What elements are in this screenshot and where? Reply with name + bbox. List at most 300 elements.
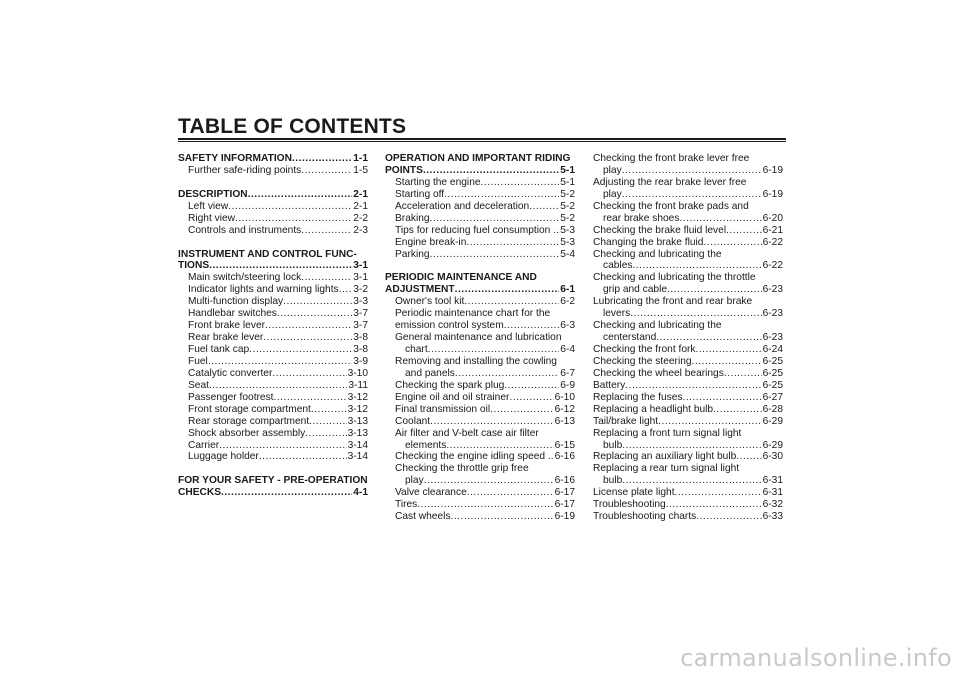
toc-entry-title: Tires xyxy=(395,499,418,511)
toc-dot-leader xyxy=(208,356,352,368)
toc-entry[interactable] xyxy=(178,440,368,452)
toc-page-number: 6-3 xyxy=(560,320,575,332)
toc-entry[interactable] xyxy=(593,308,783,320)
toc-entry-title: Controls and instruments xyxy=(188,224,302,236)
toc-entry-title: Catalytic converter xyxy=(188,367,273,379)
toc-entry-title: Shock absorber assembly xyxy=(188,427,306,439)
toc-page-number: 3-8 xyxy=(353,344,368,355)
toc-entry-title: elements xyxy=(405,439,447,451)
toc-entry[interactable] xyxy=(385,487,575,499)
toc-dot-leader xyxy=(249,344,352,356)
toc-dot-leader xyxy=(464,296,559,308)
toc-entry-title: bulb xyxy=(603,439,623,451)
title-underline xyxy=(178,138,786,142)
toc-page-number: 6-30 xyxy=(762,451,783,463)
toc-dot-leader xyxy=(221,487,352,499)
toc-page-number: 6-2 xyxy=(560,296,575,308)
toc-entry[interactable] xyxy=(385,308,575,320)
toc-entry-title: Checking and lubricating the xyxy=(593,320,722,332)
toc-dot-leader xyxy=(301,165,352,177)
toc-entry-title: Final transmission oil xyxy=(395,403,491,415)
toc-entry[interactable] xyxy=(593,213,783,225)
toc-page-number: 6-32 xyxy=(762,499,783,511)
toc-page-number: 4-1 xyxy=(353,487,368,499)
toc-entry-title: Checking the wheel bearings xyxy=(593,367,724,379)
toc-column-3 xyxy=(593,153,783,523)
toc-page-number: 6-29 xyxy=(762,415,783,427)
toc-dot-leader xyxy=(726,225,762,237)
toc-dot-leader xyxy=(625,380,761,392)
toc-dot-leader xyxy=(509,392,553,404)
toc-entry[interactable] xyxy=(593,511,783,523)
toc-page-number: 6-23 xyxy=(762,284,783,296)
toc-page-number: 5-4 xyxy=(560,248,575,260)
toc-dot-leader xyxy=(666,499,762,511)
toc-entry-title: TIONS xyxy=(178,260,210,272)
toc-entry[interactable] xyxy=(178,451,368,463)
toc-page-number: 3-14 xyxy=(347,451,368,463)
toc-dot-leader xyxy=(423,165,559,177)
toc-entry[interactable] xyxy=(178,416,368,428)
toc-page-number: 3-10 xyxy=(347,367,368,379)
toc-entry[interactable] xyxy=(385,368,575,380)
toc-chapter-entry[interactable] xyxy=(178,189,368,201)
toc-entry[interactable] xyxy=(593,344,783,356)
toc-entry-title: Troubleshooting charts xyxy=(593,511,697,523)
toc-dot-leader xyxy=(209,380,347,392)
toc-dot-leader xyxy=(675,487,762,499)
toc-dot-leader xyxy=(430,213,560,225)
toc-page-number: 3-3 xyxy=(353,296,368,308)
toc-entry-title: Checking the throttle grip free xyxy=(395,463,529,475)
toc-entry-title: Braking xyxy=(395,212,430,224)
toc-dot-leader xyxy=(692,356,762,368)
toc-entry-title: Tail/brake light xyxy=(593,415,659,427)
toc-dot-leader xyxy=(724,368,762,380)
toc-entry-title: OPERATION AND IMPORTANT RIDING xyxy=(385,153,571,164)
toc-dot-leader xyxy=(219,440,346,452)
toc-chapter-entry[interactable] xyxy=(385,165,575,177)
toc-entry-title: General maintenance and lubrication xyxy=(395,332,562,344)
toc-entry-title: Checking and lubricating the xyxy=(593,248,722,260)
section-gap xyxy=(178,463,368,475)
toc-entry-title: SAFETY INFORMATION xyxy=(178,153,292,164)
toc-entry[interactable] xyxy=(593,320,783,332)
toc-entry[interactable] xyxy=(593,284,783,296)
toc-dot-leader xyxy=(504,380,559,392)
toc-dot-leader xyxy=(292,153,352,165)
toc-entry[interactable] xyxy=(593,296,783,308)
toc-entry[interactable] xyxy=(385,356,575,368)
toc-entry-title: Checking the steering xyxy=(593,355,692,367)
section-gap xyxy=(385,260,575,272)
toc-page-number: 3-14 xyxy=(347,439,368,451)
toc-entry[interactable] xyxy=(385,475,575,487)
toc-entry[interactable] xyxy=(593,487,783,499)
toc-entry[interactable] xyxy=(178,308,368,320)
toc-chapter-entry[interactable] xyxy=(385,284,575,296)
toc-dot-leader xyxy=(430,416,553,428)
toc-dot-leader xyxy=(679,213,761,225)
toc-page-number: 6-23 xyxy=(762,332,783,344)
toc-entry-title: Checking and lubricating the throttle xyxy=(593,272,756,284)
toc-entry-title: Indicator lights and warning lights xyxy=(188,284,339,296)
toc-entry-title: Luggage holder xyxy=(188,451,259,463)
toc-page-number: 5-3 xyxy=(560,236,575,248)
toc-dot-leader xyxy=(277,308,352,320)
toc-page-number: 6-10 xyxy=(554,391,575,403)
toc-entry[interactable] xyxy=(178,368,368,380)
toc-entry-title: DESCRIPTION xyxy=(178,188,248,200)
toc-entry[interactable] xyxy=(178,320,368,332)
toc-entry-title: Left view xyxy=(188,200,229,212)
toc-entry-title: Passenger footrest xyxy=(188,391,274,403)
toc-entry[interactable] xyxy=(593,368,783,380)
toc-entry-title: play xyxy=(603,188,622,200)
toc-dot-leader xyxy=(311,404,347,416)
toc-entry[interactable] xyxy=(385,463,575,475)
toc-page-number: 5-2 xyxy=(560,212,575,224)
section-gap xyxy=(178,177,368,189)
toc-dot-leader xyxy=(622,475,761,487)
title-rule-thin xyxy=(178,141,786,142)
toc-entry[interactable] xyxy=(593,356,783,368)
toc-entry[interactable] xyxy=(385,440,575,452)
toc-entry-title: ADJUSTMENT xyxy=(385,284,455,296)
toc-entry[interactable] xyxy=(178,380,368,392)
toc-entry-title: CHECKS xyxy=(178,487,222,499)
toc-entry[interactable] xyxy=(178,296,368,308)
toc-page-number: 6-25 xyxy=(762,367,783,379)
toc-entry[interactable] xyxy=(178,332,368,344)
toc-entry[interactable] xyxy=(178,213,368,225)
toc-entry[interactable] xyxy=(385,320,575,332)
toc-entry[interactable] xyxy=(593,428,783,440)
toc-entry-title: Replacing a rear turn signal light xyxy=(593,463,740,475)
toc-chapter-entry[interactable] xyxy=(385,272,575,284)
toc-entry-title: Fuel tank cap xyxy=(188,344,250,355)
toc-entry-title: Checking the front fork xyxy=(593,344,696,355)
toc-dot-leader xyxy=(235,213,352,225)
toc-page-number: 6-31 xyxy=(762,487,783,499)
toc-dot-leader xyxy=(656,332,761,344)
toc-page-number: 6-22 xyxy=(762,236,783,248)
toc-entry-title: Engine break-in xyxy=(395,236,467,248)
toc-page-number: 2-2 xyxy=(353,212,368,224)
toc-chapter-entry[interactable] xyxy=(178,153,368,165)
toc-entry-title: Rear brake lever xyxy=(188,332,264,344)
toc-dot-leader xyxy=(696,344,762,356)
toc-page-number: 6-27 xyxy=(762,391,783,403)
toc-page-number: 6-20 xyxy=(762,212,783,224)
toc-entry[interactable] xyxy=(385,296,575,308)
toc-page-number: 6-9 xyxy=(560,379,575,391)
toc-page-number: 5-2 xyxy=(560,188,575,200)
toc-chapter-entry[interactable] xyxy=(178,249,368,261)
toc-page-number: 6-28 xyxy=(762,403,783,415)
toc-page-number: 3-7 xyxy=(353,320,368,332)
toc-entry-title: play xyxy=(603,164,622,176)
toc-entry[interactable] xyxy=(593,249,783,261)
toc-entry[interactable] xyxy=(593,416,783,428)
toc-page-number: 2-1 xyxy=(353,188,368,200)
toc-entry[interactable] xyxy=(593,237,783,249)
toc-entry-title: Lubricating the front and rear brake xyxy=(593,296,753,308)
toc-entry[interactable] xyxy=(385,416,575,428)
toc-entry[interactable] xyxy=(593,440,783,452)
toc-dot-leader xyxy=(682,392,761,404)
toc-chapter-entry[interactable] xyxy=(178,475,368,487)
toc-page-number: 1-1 xyxy=(353,153,368,164)
toc-entry[interactable] xyxy=(593,332,783,344)
toc-entry-title: Replacing an auxiliary light bulb xyxy=(593,451,737,463)
toc-dot-leader xyxy=(301,272,352,284)
toc-page-number: 6-22 xyxy=(762,260,783,272)
toc-page-number: 6-15 xyxy=(554,439,575,451)
toc-entry[interactable] xyxy=(593,153,783,165)
toc-page-number: 3-2 xyxy=(353,284,368,296)
toc-entry-title: Checking the brake fluid level xyxy=(593,224,727,236)
toc-page-number: 6-16 xyxy=(554,475,575,487)
toc-column-1 xyxy=(178,153,368,499)
toc-entry[interactable] xyxy=(385,499,575,511)
toc-entry-title: emission control system xyxy=(395,320,504,332)
toc-dot-leader xyxy=(430,249,560,261)
toc-chapter-entry[interactable] xyxy=(178,260,368,272)
toc-entry-title: Checking the front brake lever free xyxy=(593,153,750,164)
toc-page-number: 6-16 xyxy=(554,451,575,463)
toc-entry-title: FOR YOUR SAFETY - PRE-OPERATION xyxy=(178,475,368,487)
toc-entry[interactable] xyxy=(593,201,783,213)
toc-entry[interactable] xyxy=(593,404,783,416)
toc-page-number: 3-12 xyxy=(347,391,368,403)
toc-page-number: 6-19 xyxy=(762,188,783,200)
toc-entry[interactable] xyxy=(593,260,783,272)
toc-entry-title: grip and cable xyxy=(603,284,668,296)
section-gap xyxy=(178,237,368,249)
toc-page-number: 6-23 xyxy=(762,308,783,320)
toc-entry[interactable] xyxy=(385,404,575,416)
toc-dot-leader xyxy=(455,284,560,296)
toc-dot-leader xyxy=(309,416,346,428)
toc-entry[interactable] xyxy=(385,428,575,440)
toc-entry[interactable] xyxy=(385,213,575,225)
toc-dot-leader xyxy=(428,344,560,356)
toc-entry[interactable] xyxy=(385,344,575,356)
toc-entry-title: Further safe-riding points xyxy=(188,164,302,176)
toc-chapter-entry[interactable] xyxy=(178,487,368,499)
toc-page-number: 3-13 xyxy=(347,415,368,427)
toc-entry[interactable] xyxy=(385,201,575,213)
toc-dot-leader xyxy=(272,368,346,380)
toc-entry[interactable] xyxy=(385,249,575,261)
toc-page-number: 6-25 xyxy=(762,355,783,367)
toc-entry-title: Acceleration and deceleration xyxy=(395,200,530,212)
toc-page-number: 5-1 xyxy=(560,176,575,188)
toc-entry-title: INSTRUMENT AND CONTROL FUNC- xyxy=(178,248,357,260)
toc-dot-leader xyxy=(622,440,761,452)
watermark: carmanualsonline.info xyxy=(680,644,952,672)
toc-entry-title: bulb xyxy=(603,475,623,487)
toc-entry-title: Air filter and V-belt case air filter xyxy=(395,427,539,439)
toc-dot-leader xyxy=(265,320,352,332)
toc-dot-leader xyxy=(305,428,346,440)
toc-dot-leader xyxy=(283,296,352,308)
toc-entry[interactable] xyxy=(593,272,783,284)
toc-entry[interactable] xyxy=(385,380,575,392)
toc-dot-leader xyxy=(622,189,762,201)
toc-column-2 xyxy=(385,153,575,523)
toc-entry-title: Coolant xyxy=(395,415,431,427)
page-title: TABLE OF CONTENTS xyxy=(178,115,407,138)
toc-dot-leader xyxy=(209,260,352,272)
toc-entry-title: Rear storage compartment xyxy=(188,415,310,427)
toc-entry[interactable] xyxy=(385,332,575,344)
toc-page-number: 5-2 xyxy=(560,200,575,212)
toc-entry[interactable] xyxy=(593,499,783,511)
toc-page-number: 3-12 xyxy=(347,403,368,415)
toc-entry[interactable] xyxy=(593,475,783,487)
toc-dot-leader xyxy=(467,487,554,499)
toc-entry-title: chart xyxy=(405,344,428,355)
toc-dot-leader xyxy=(504,320,560,332)
toc-entry-title: rear brake shoes xyxy=(603,212,680,224)
toc-dot-leader xyxy=(424,475,554,487)
toc-entry[interactable] xyxy=(178,201,368,213)
toc-entry-title: Main switch/steering lock xyxy=(188,272,302,284)
toc-entry-title: Front brake lever xyxy=(188,320,266,332)
toc-entry-title: Multi-function display xyxy=(188,296,284,308)
toc-page-number: 3-7 xyxy=(353,308,368,320)
toc-entry-title: Checking the spark plug xyxy=(395,379,505,391)
toc-page-number: 6-1 xyxy=(560,284,575,296)
toc-dot-leader xyxy=(417,499,553,511)
toc-dot-leader xyxy=(703,237,761,249)
toc-page-number: 2-1 xyxy=(353,200,368,212)
toc-entry-title: and panels xyxy=(405,367,455,379)
toc-page-number: 5-1 xyxy=(560,164,575,176)
toc-entry-title: Owner's tool kit xyxy=(395,296,465,308)
toc-entry[interactable] xyxy=(385,177,575,189)
toc-entry-title: Adjusting the rear brake lever free xyxy=(593,176,747,188)
toc-dot-leader xyxy=(632,260,761,272)
toc-dot-leader xyxy=(622,165,762,177)
toc-entry[interactable] xyxy=(593,189,783,201)
toc-dot-leader xyxy=(529,201,559,213)
toc-entry[interactable] xyxy=(593,225,783,237)
toc-page-number: 6-19 xyxy=(762,164,783,176)
toc-dot-leader xyxy=(490,404,553,416)
toc-entry-title: Parking xyxy=(395,248,430,260)
toc-entry[interactable] xyxy=(178,404,368,416)
toc-entry-title: Seat xyxy=(188,379,209,391)
toc-dot-leader xyxy=(263,332,352,344)
toc-entry[interactable] xyxy=(178,356,368,368)
toc-page-number: 2-3 xyxy=(353,224,368,236)
toc-entry[interactable] xyxy=(385,451,575,463)
toc-entry[interactable] xyxy=(593,165,783,177)
toc-page-number: 6-21 xyxy=(762,224,783,236)
toc-dot-leader xyxy=(228,201,352,213)
toc-page-number: 3-1 xyxy=(353,272,368,284)
toc-dot-leader xyxy=(339,284,353,296)
toc-dot-leader xyxy=(446,440,553,452)
toc-entry-title: Valve clearance xyxy=(395,487,467,499)
toc-page-number: 6-17 xyxy=(554,487,575,499)
toc-entry[interactable] xyxy=(178,284,368,296)
toc-entry[interactable] xyxy=(593,392,783,404)
toc-dot-leader xyxy=(736,451,761,463)
toc-dot-leader xyxy=(274,392,347,404)
toc-entry-title: Checking the front brake pads and xyxy=(593,200,749,212)
toc-page-number: 6-24 xyxy=(762,344,783,355)
toc-entry[interactable] xyxy=(178,344,368,356)
toc-page-number: 5-3 xyxy=(560,224,575,236)
toc-dot-leader xyxy=(248,189,353,201)
toc-entry[interactable] xyxy=(593,380,783,392)
toc-page-number: 3-13 xyxy=(347,427,368,439)
toc-entry[interactable] xyxy=(593,463,783,475)
toc-dot-leader xyxy=(630,308,761,320)
toc-entry[interactable] xyxy=(178,272,368,284)
toc-entry-title: Front storage compartment xyxy=(188,403,311,415)
toc-page-number: 3-8 xyxy=(353,332,368,344)
toc-entry-title: Starting off xyxy=(395,188,445,200)
toc-entry-title: Tips for reducing fuel consumption .. xyxy=(395,224,559,236)
toc-page-number: 3-1 xyxy=(353,260,368,272)
toc-entry-title: Engine oil and oil strainer xyxy=(395,391,510,403)
toc-entry[interactable] xyxy=(178,392,368,404)
toc-entry-title: Troubleshooting xyxy=(593,499,666,511)
toc-entry[interactable] xyxy=(178,225,368,237)
toc-entry-title: PERIODIC MAINTENANCE AND xyxy=(385,272,537,284)
toc-dot-leader xyxy=(481,177,560,189)
toc-entry-title: Fuel xyxy=(188,355,208,367)
toc-entry-title: Periodic maintenance chart for the xyxy=(395,308,551,320)
toc-entry-title: Replacing a headlight bulb xyxy=(593,403,714,415)
toc-entry[interactable] xyxy=(385,225,575,237)
toc-page-number: 6-17 xyxy=(554,499,575,511)
toc-entry[interactable] xyxy=(178,165,368,177)
toc-entry-title: Handlebar switches xyxy=(188,308,277,320)
toc-dot-leader xyxy=(667,284,762,296)
toc-entry-title: Checking the engine idling speed .. xyxy=(395,451,554,463)
toc-dot-leader xyxy=(301,225,352,237)
toc-entry-title: cables xyxy=(603,260,633,272)
toc-entry-title: Replacing the fuses xyxy=(593,391,683,403)
toc-dot-leader xyxy=(658,416,761,428)
toc-entry[interactable] xyxy=(385,237,575,249)
toc-page-number: 6-12 xyxy=(554,403,575,415)
toc-dot-leader xyxy=(451,511,554,523)
toc-entry-title: Carrier xyxy=(188,439,220,451)
toc-entry-title: Right view xyxy=(188,212,235,224)
toc-entry[interactable] xyxy=(385,189,575,201)
toc-chapter-entry[interactable] xyxy=(385,153,575,165)
toc-dot-leader xyxy=(713,404,762,416)
toc-page-number: 3-9 xyxy=(353,355,368,367)
toc-entry[interactable] xyxy=(385,392,575,404)
toc-entry[interactable] xyxy=(593,451,783,463)
toc-entry[interactable] xyxy=(593,177,783,189)
toc-entry[interactable] xyxy=(385,511,575,523)
toc-entry-title: levers xyxy=(603,308,631,320)
toc-entry[interactable] xyxy=(178,428,368,440)
toc-entry-title: License plate light xyxy=(593,487,675,499)
toc-entry-title: Cast wheels xyxy=(395,511,451,523)
toc-page-number: 6-13 xyxy=(554,415,575,427)
toc-entry-title: centerstand xyxy=(603,332,657,344)
